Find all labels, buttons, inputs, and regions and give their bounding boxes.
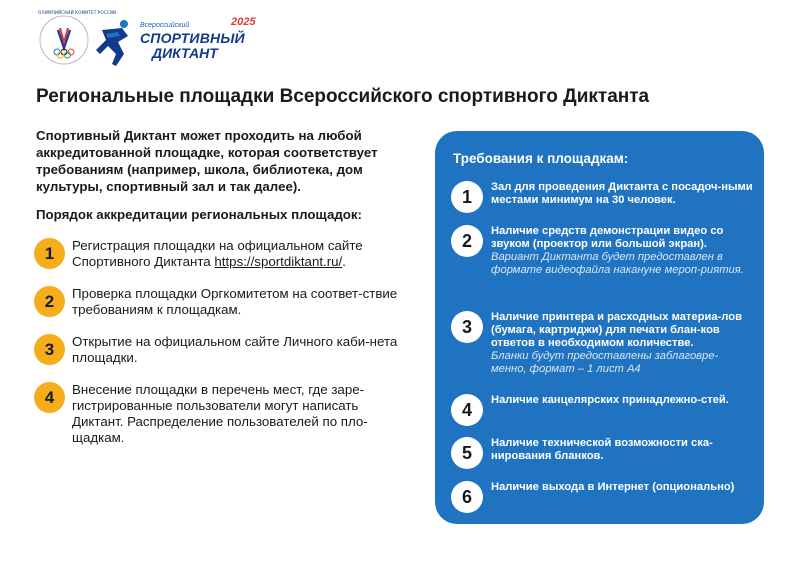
requirement-text: Наличие канцелярских принадлежно-стей. [491, 394, 729, 406]
requirement-number-badge: 6 [451, 481, 483, 513]
roc-logo [38, 11, 117, 66]
requirement-text: Наличие средств демонстрации видео со звуком (проектор или большой экран). [491, 225, 724, 250]
intro-paragraph: Спортивный Диктант может проходить на любой аккредитованной площадке, которая соответствует требованиям (например, школа, библиотека, дом культуры, спортивный зал и так далее). [36, 128, 378, 194]
requirement-number-badge: 2 [451, 225, 483, 257]
requirement-body [491, 394, 753, 407]
requirements-panel [435, 131, 764, 524]
panel-title: Требования к площадкам: [453, 151, 629, 166]
requirement-number-badge: 1 [451, 181, 483, 213]
step-number-badge: 3 [34, 334, 65, 365]
requirement-text: Наличие выхода в Интернет (опционально) [491, 481, 735, 493]
logo-line2: ДИКТАНТ [152, 45, 218, 61]
roc-logo-text: ОЛИМПИЙСКИЙ КОМИТЕТ РОССИИ [38, 11, 117, 16]
step-text [72, 238, 407, 270]
requirement-body [491, 437, 753, 463]
sportdiktant-link[interactable]: https://sportdiktant.ru/ [214, 254, 343, 269]
order-title: Порядок аккредитации региональных площадок: [36, 207, 362, 222]
requirement-body [491, 225, 753, 277]
runner-icon [94, 14, 140, 70]
page-title: Региональные площадки Всероссийского спортивного Диктанта [36, 86, 650, 107]
requirement-number-badge: 3 [451, 311, 483, 343]
logo-line1: СПОРТИВНЫЙ [140, 30, 245, 46]
step-text-end: . [342, 254, 346, 269]
step-number-badge: 1 [34, 238, 65, 269]
logo-small-text: Всероссийский [140, 22, 190, 29]
step-text: Проверка площадки Оргкомитетом на соответ-ствие требованиям к площадкам. [72, 286, 398, 317]
requirement-number-badge: 4 [451, 394, 483, 426]
requirement-text: Наличие принтера и расходных материа-лов (бумага, картриджи) для печати блан-ков ответов в необходимом количестве. [491, 311, 742, 349]
requirement-note: Бланки будут предоставлены заблаговре-менно, формат – 1 лист А4 [491, 350, 719, 375]
roc-emblem-icon [38, 11, 117, 66]
requirement-note: Вариант Диктанта будет предоставлен в формате видеофайла накануне мероп-риятия. [491, 251, 744, 276]
step-number-badge: 2 [34, 286, 65, 317]
step-text: Внесение площадки в перечень мест, где заре-гистрированные пользователи могут написать Диктант. Распределение пользователей по пло-щадкам. [72, 382, 368, 445]
requirement-text: Наличие технической возможности ска-нирования бланков. [491, 437, 713, 462]
requirement-number-badge: 5 [451, 437, 483, 469]
step-number-badge: 4 [34, 382, 65, 413]
sport-diktant-logo [94, 14, 264, 70]
step-text: Открытие на официальном сайте Личного каби-нета площадки. [72, 334, 398, 365]
requirement-text: Зал для проведения Диктанта с посадоч-ными местами минимум на 30 человек. [491, 181, 753, 206]
requirement-body [491, 481, 753, 494]
requirement-body [491, 181, 753, 207]
logo-year: 2025 [231, 16, 256, 28]
step-text-part: Регистрация площадки на официальном сайте Спортивного Диктанта [72, 238, 363, 269]
requirement-body [491, 311, 753, 376]
